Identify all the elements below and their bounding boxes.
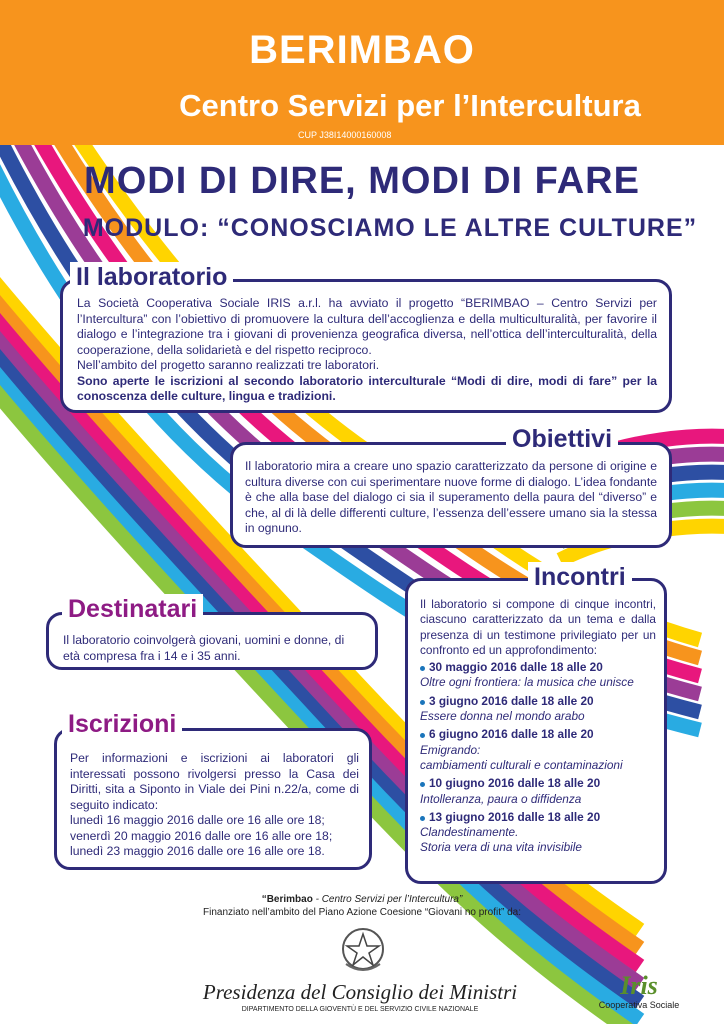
incontri-intro: Il laboratorio si compone di cinque incontri, ciascuno caratterizzato da un tema e dalla presenza di un testimone privilegiato per un confronto ed un approfondimento: [420,597,656,657]
dipartimento-label: DIPARTIMENTO DELLA GIOVENTÙ E DEL SERVIZIO CIVILE NAZIONALE [241,1006,479,1013]
incontro-topic-cont: cambiamenti culturali e contaminazioni [420,757,623,772]
iris-caption: Cooperativa Sociale [598,1000,680,1010]
emblem-icon [338,924,388,974]
footer-credits [0,893,724,919]
iris-logo-text: Iris [620,971,658,1000]
destinatari-heading: Destinatari [62,594,203,624]
incontro-topic: Clandestinamente. [420,825,519,840]
obiettivi-text: Il laboratorio mira a creare uno spazio caratterizzato da persone di origine e cultura diverse con cui sperimentare nuove forme di dialogo. L’idea fondante è che alla base del dialogo ci sia il superamento della paura del “diverso” e che, al di là delle differenti culture, l’essenza dell’essere umano sia la stessa in ognuno. [245,459,657,535]
laboratorio-text2: Nell’ambito del progetto saranno realizzati tre laboratori. [77,358,380,372]
incontro-topic: Essere donna nel mondo arabo [420,709,585,724]
funding-line: Finanziato nell’ambito del Piano Azione Coesione “Giovani no profit” da: [203,907,521,918]
header-title: BERIMBAO [249,28,475,72]
project-line: “Berimbao - Centro Servizi per l’Intercultura” [261,894,463,905]
incontro-topic: Oltre ogni frontiera: la musica che unisce [420,675,634,690]
obiettivi-box [230,442,672,548]
iscrizioni-heading: Iscrizioni [62,709,182,739]
iscrizioni-box [54,728,372,870]
laboratorio-text: La Società Cooperativa Sociale IRIS a.r.l. ha avviato il progetto “BERIMBAO – Centro Servizi per l’Intercultura” con l’obiettivo di promuovere la cultura dell’accoglienza e della multiculturalità, per favorire il dialogo e l’integrazione tra i giovani di provenienza geografica diversa, nell’ottica dell’interculturalità, della cooperazione, della solidarietà e del rispetto reciproco. [77,296,657,357]
laboratorio-bold: Sono aperte le iscrizioni al secondo laboratorio interculturale “Modi di dire, modi di fare” per la conoscenza delle culture, lingua e tradizioni. [77,373,657,403]
incontri-box [405,578,667,884]
incontro-date: 30 maggio 2016 dalle 18 alle 20 [420,660,656,675]
iscrizioni-text: Per informazioni e iscrizioni ai laboratori gli interessati possono rivolgersi presso la Casa dei Diritti, sita a Siponto in Viale dei Pini n.22/a, come di seguito indicato: [70,751,359,812]
incontri-heading: Incontri [528,562,632,592]
cup-code: CUP J38I14000160008 [298,130,392,140]
destinatari-text: Il laboratorio coinvolgerà giovani, uomini e donne, di età compresa fra i 14 e i 35 anni. [63,633,345,663]
incontro-topic-cont: Storia vera di una vita invisibile [420,840,582,855]
iris-logo [584,972,694,1010]
iscrizioni-date: lunedì 16 maggio 2016 dalle ore 16 alle ore 18; [70,813,325,827]
incontro-topic: Emigrando: [420,742,481,757]
incontro-date: 3 giugno 2016 dalle 18 alle 20 [420,694,656,709]
iscrizioni-date: venerdì 20 maggio 2016 dalle ore 16 alle ore 18; [70,828,333,843]
header-subtitle: Centro Servizi per l’Intercultura [179,88,641,123]
iscrizioni-date: lunedì 23 maggio 2016 dalle ore 16 alle ore 18. [70,844,325,858]
incontro-topic: Intolleranza, paura o diffidenza [420,791,582,806]
presidenza-label: Presidenza del Consiglio dei Ministri [202,980,518,1004]
module-title: MODULO: “CONOSCIAMO LE ALTRE CULTURE” [82,214,698,242]
obiettivi-heading: Obiettivi [506,424,618,454]
incontro-date: 6 giugno 2016 dalle 18 alle 20 [420,727,656,742]
incontro-date: 13 giugno 2016 dalle 18 alle 20 [420,810,656,825]
bullet-icon [420,782,425,787]
bullet-icon [420,700,425,705]
bullet-icon [420,816,425,821]
laboratorio-box [60,279,672,413]
bullet-icon [420,666,425,671]
bullet-icon [420,733,425,738]
header-banner [0,0,724,145]
incontro-date: 10 giugno 2016 dalle 18 alle 20 [420,776,656,791]
laboratorio-heading: Il laboratorio [70,262,233,292]
main-title: MODI DI DIRE, MODI DI FARE [84,160,640,202]
